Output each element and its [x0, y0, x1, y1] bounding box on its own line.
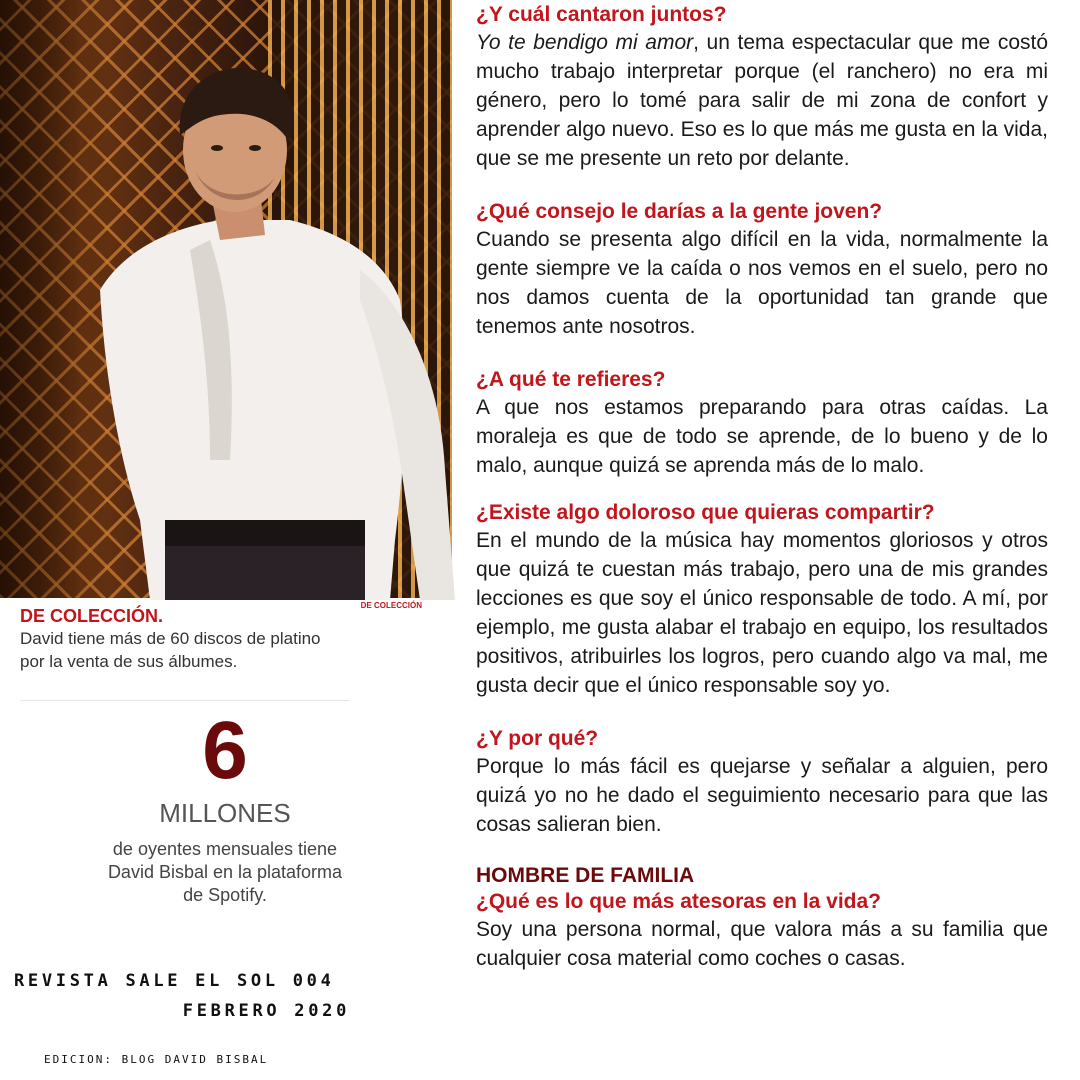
magazine-credit [14, 966, 350, 1026]
magazine-title: REVISTA SALE EL SOL 004 [14, 971, 335, 991]
photo-tiny-caption: DE COLECCIÓN [360, 601, 422, 610]
stat-block [100, 705, 350, 907]
stat-unit: MILLONES [159, 798, 291, 828]
qa-item [476, 367, 1048, 480]
song-title: Yo te bendigo mi amor [476, 31, 694, 54]
interview-answer [476, 28, 1048, 173]
interview-question: ¿A qué te refieres? [476, 368, 666, 391]
stat-number: 6 [202, 705, 248, 796]
interview-answer: Soy una persona normal, que valora más a su familia que cualquier cosa material como coches o casas. [476, 918, 1048, 970]
interview-question: ¿Existe algo doloroso que quieras compartir? [476, 501, 935, 524]
photo-caption-title: DE COLECCIÓN. [20, 606, 164, 626]
qa-item [476, 726, 1048, 839]
interview-question: ¿Qué es lo que más atesoras en la vida? [476, 890, 881, 913]
stat-description: de oyentes mensuales tiene David Bisbal en la plataforma de Spotify. [107, 839, 343, 905]
photo-caption [20, 605, 340, 673]
caption-divider [20, 700, 350, 701]
qa-item [476, 199, 1048, 341]
interview-question: ¿Y por qué? [476, 727, 599, 750]
interview-answer: Porque lo más fácil es quejarse y señalar a alguien, pero quizá yo no he dado el seguimiento necesario para que las cosas salieran bien. [476, 755, 1048, 836]
interview-answer: A que nos estamos preparando para otras caídas. La moraleja es que de todo se aprende, de lo bueno y de lo malo, aunque quizá se aprenda más de lo malo. [476, 396, 1048, 477]
section-heading: HOMBRE DE FAMILIA [476, 864, 695, 887]
photo-caption-body: David tiene más de 60 discos de platino por la venta de sus álbumes. [20, 629, 321, 671]
cover-photo [0, 0, 452, 610]
qa-item [476, 2, 1048, 173]
qa-item [476, 500, 1048, 700]
interview-answer: Cuando se presenta algo difícil en la vida, normalmente la gente siempre ve la caída o nos vemos en el suelo, pero no nos damos cuenta de la oportunidad tan grande que tenemos ante nosotros. [476, 228, 1048, 338]
edition-credit: EDICION: BLOG DAVID BISBAL [44, 1053, 269, 1066]
interview-column [476, 2, 1048, 973]
person-figure [60, 40, 470, 600]
answer-text: , un tema espectacular que me costó mucho trabajo interpretar porque (el ranchero) no era mi género, pero lo tomé para salir de mi zona de confort y aprender algo nuevo. Eso es lo que más me gusta en la vida, que se me presente un reto por delante. [476, 31, 1049, 170]
interview-answer: En el mundo de la música hay momentos gloriosos y otros que quizá te cuestan más trabajo, pero una de mis grandes lecciones es que soy el único responsable de todo. A mí, por ejemplo, me gusta alabar el trabajo en equipo, los resultados positivos, atribuirles los logros, pero cuando algo va mal, me gusta decir que el único responsable soy yo. [476, 529, 1048, 697]
family-section [476, 863, 1048, 973]
interview-question: ¿Y cuál cantaron juntos? [476, 3, 727, 26]
magazine-date: FEBRERO 2020 [182, 1001, 350, 1021]
interview-question: ¿Qué consejo le darías a la gente joven? [476, 200, 883, 223]
